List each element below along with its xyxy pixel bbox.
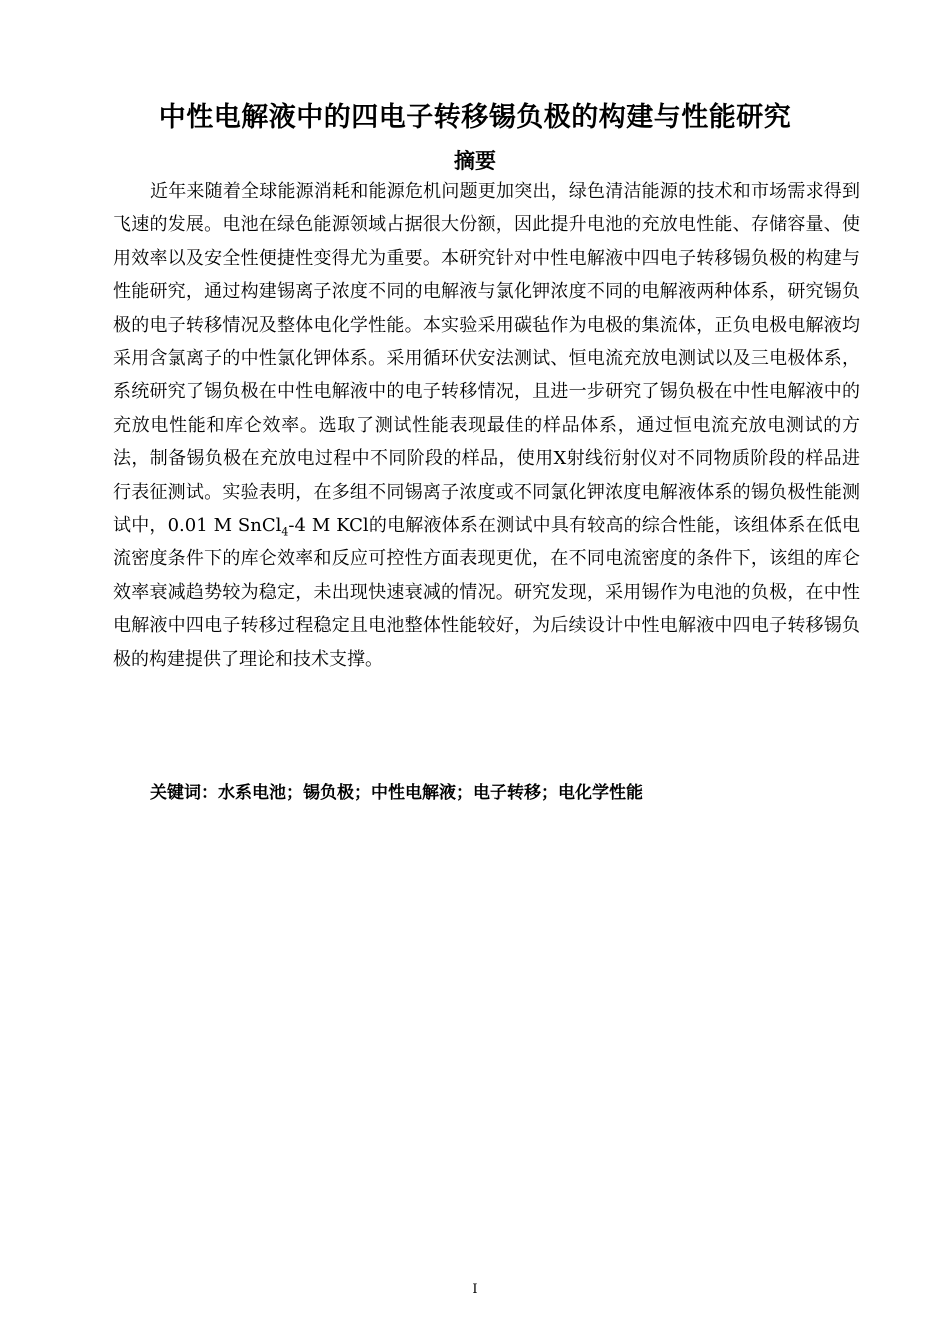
abstract-subscript: 4 bbox=[281, 525, 289, 539]
keywords-line: 关键词：水系电池；锡负极；中性电解液；电子转移；电化学性能 bbox=[150, 783, 643, 803]
page-number: I bbox=[472, 1282, 478, 1297]
abstract-text-part-2: -4 M KCl的电解液体系在测试中具有较高的综合性能，该组体系在低电流密度条件下的库仑效率和反应可控性方面表现更优，在不同电流密度的条件下，该组的库仑效率衰减趋势较为稳定，未出现快速衰减的情况。研究发现，采用锡作为电池的负极，在中性电解液中四电子转移过程稳定且电池整体性能较好，为后续设计中性电解液中四电子转移锡负极的构建提供了理论和技术支撑。 bbox=[113, 515, 860, 670]
abstract-text-part-1: 近年来随着全球能源消耗和能源危机问题更加突出，绿色清洁能源的技术和市场需求得到飞速的发展。电池在绿色能源领域占据很大份额，因此提升电池的充放电性能、存储容量、使用效率以及安全性便捷性变得尤为重要。本研究针对中性电解液中四电子转移锡负极的构建与性能研究，通过构建锡离子浓度不同的电解液与氯化钾浓度不同的电解液两种体系，研究锡负极的电子转移情况及整体电化学性能。本实验采用碳毡作为电极的集流体，正负电极电解液均采用含氯离子的中性氯化钾体系。采用循环伏安法测试、恒电流充放电测试以及三电极体系，系统研究了锡负极在中性电解液中的电子转移情况，且进一步研究了锡负极在中性电解液中的充放电性能和库仑效率。选取了测试性能表现最佳的样品体系，通过恒电流充放电测试的方法，制备锡负极在充放电过程中不同阶段的样品，使用X射线衍射仪对不同物质阶段的样品进行表征测试。实验表明，在多组不同锡离子浓度或不同氯化钾浓度电解液体系的锡负极性能测试中，0.01 M SnCl bbox=[113, 181, 860, 537]
paper-title: 中性电解液中的四电子转移锡负极的构建与性能研究 bbox=[158, 102, 792, 133]
abstract-body bbox=[113, 175, 860, 676]
abstract-heading: 摘要 bbox=[454, 149, 496, 173]
